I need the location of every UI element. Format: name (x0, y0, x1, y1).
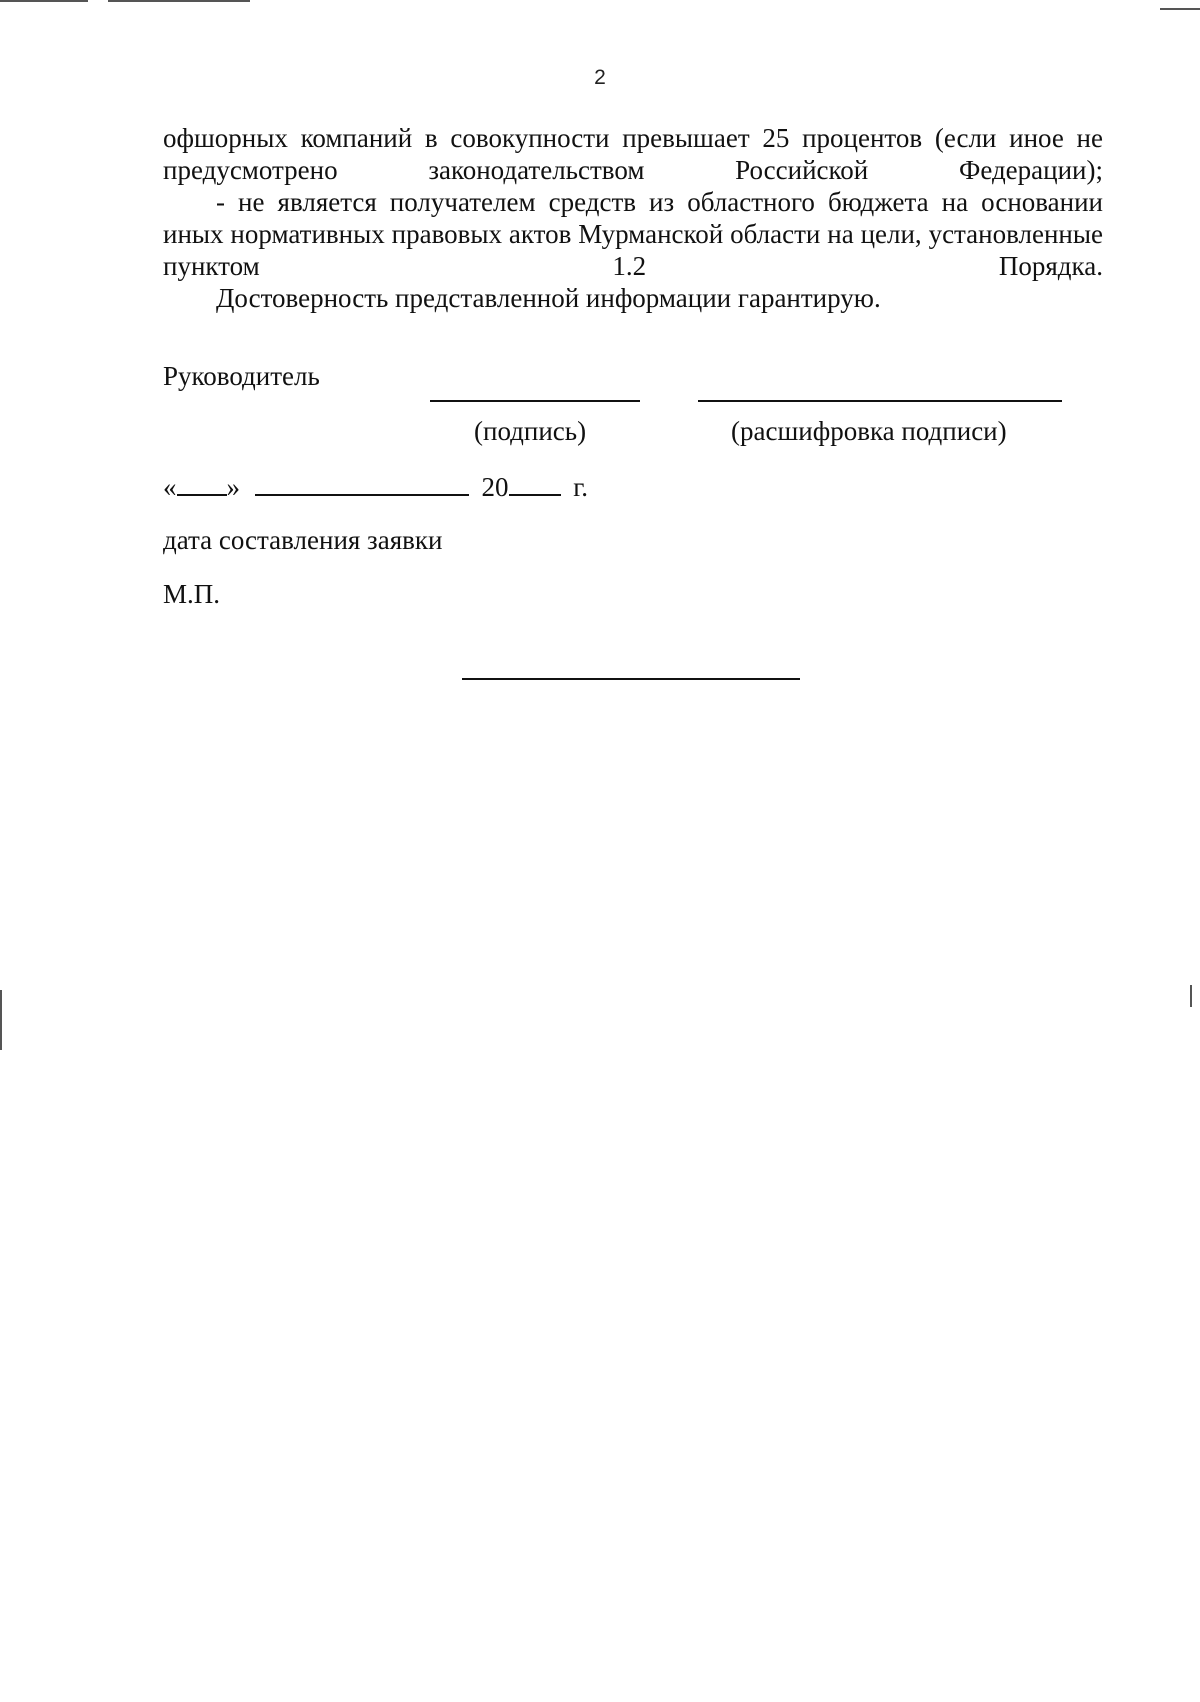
page-number: 2 (594, 66, 606, 89)
date-close-quote: » (226, 472, 240, 502)
day-blank (177, 470, 227, 496)
month-blank (255, 470, 469, 496)
scan-mark-top-left (0, 0, 88, 2)
scan-mark-top-mid (108, 0, 250, 2)
signature-caption: (подпись) (474, 416, 587, 446)
paragraph-not-recipient: - не является получателем средств из областного бюджета на основании иных нормативных правовых актов Мурманской области на цели, установленные пунктом 1.2 Порядка. (163, 187, 1103, 281)
year-prefix: 20 (481, 472, 509, 502)
signature-decoding-line (698, 400, 1062, 402)
year-blank (509, 470, 561, 496)
role-label: Руководитель (163, 361, 320, 391)
date-line (163, 470, 588, 503)
stamp-label: М.П. (163, 579, 221, 609)
paragraph-guarantee: Достоверность представленной информации гарантирую. (216, 283, 881, 313)
scan-mark-right-edge (1190, 985, 1192, 1007)
document-end-line (462, 678, 800, 680)
paragraph-offshore: офшорных компаний в совокупности превышает 25 процентов (если иное не предусмотрено законодательством Российской Федерации); (163, 123, 1103, 185)
date-open-quote: « (163, 472, 177, 502)
document-body (163, 122, 1103, 314)
year-suffix: г. (573, 472, 589, 502)
signature-line (430, 400, 640, 402)
decoding-caption: (расшифровка подписи) (731, 416, 1007, 446)
scan-mark-top-right (1160, 8, 1200, 10)
date-caption: дата составления заявки (163, 525, 443, 555)
scan-mark-left-edge (0, 990, 2, 1050)
